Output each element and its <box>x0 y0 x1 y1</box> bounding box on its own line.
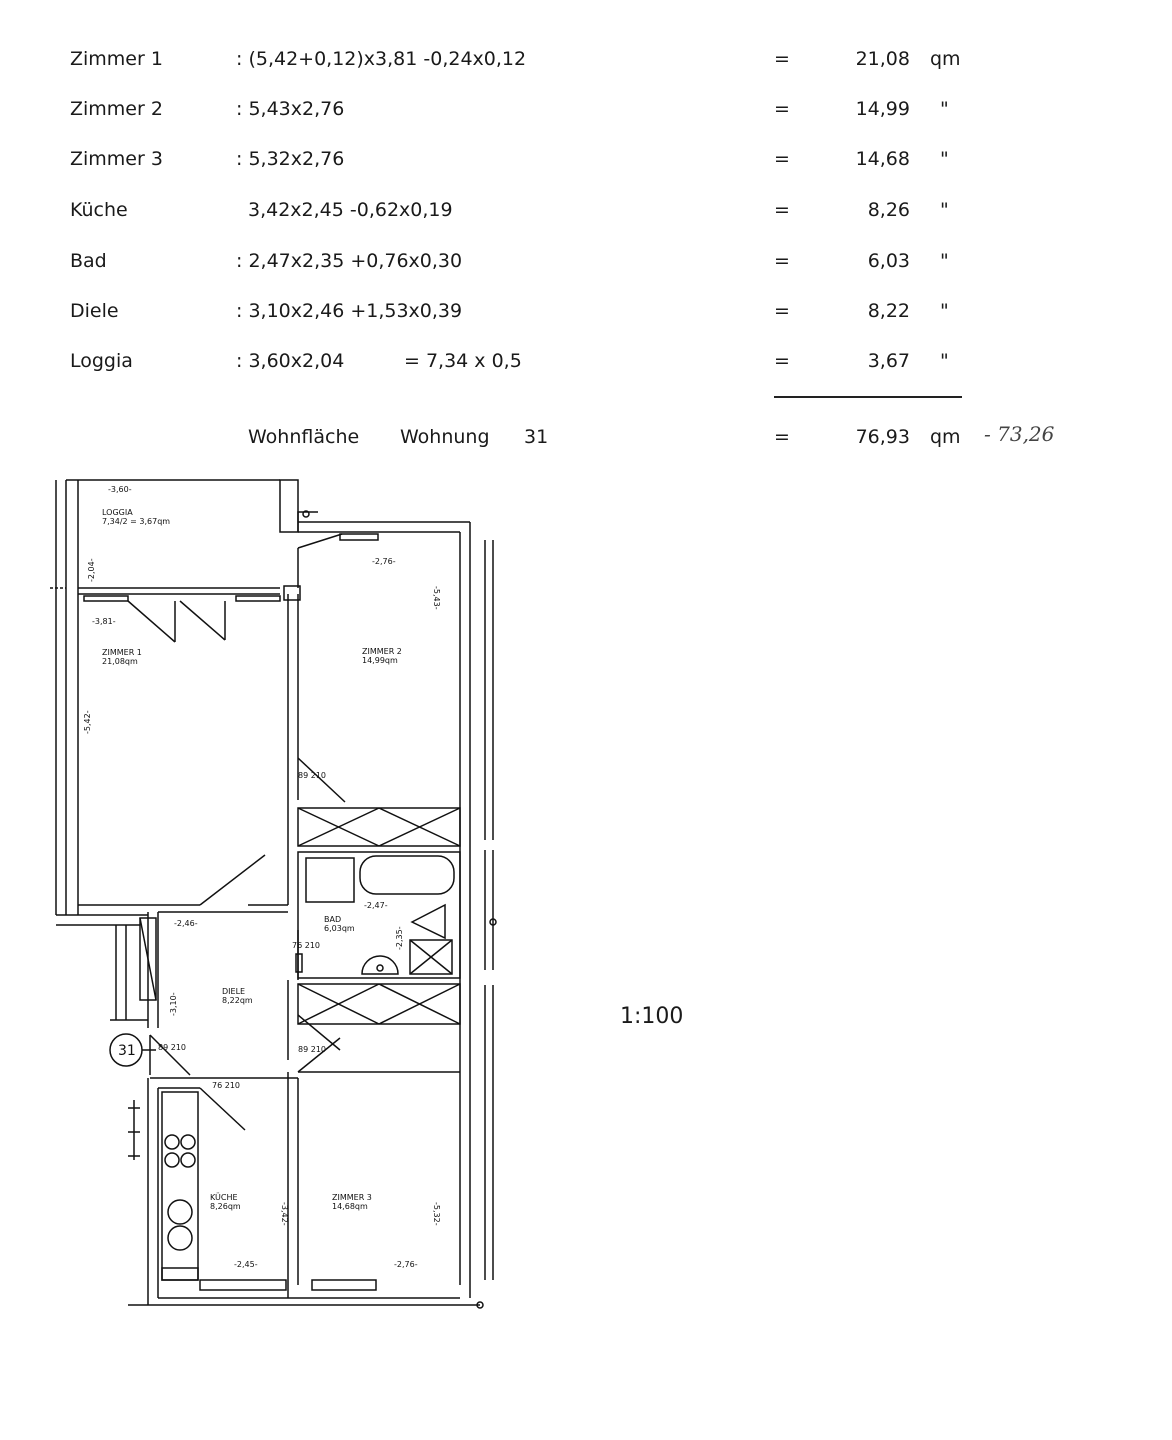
bad-width-dim: -2,47- <box>364 901 388 910</box>
area-value: 14,99 <box>855 98 910 120</box>
loggia-depth-dim: -2,04- <box>87 558 96 582</box>
area-unit: qm <box>930 48 961 70</box>
diele-width-dim: -2,46- <box>174 919 198 928</box>
area-formula: 3,42x2,45 -0,62x0,19 <box>248 199 453 221</box>
zimmer3-area: 14,68qm <box>332 1202 368 1211</box>
loggia-area: 7,34/2 = 3,67qm <box>102 517 171 526</box>
zimmer3-length-dim: -5,32- <box>432 1202 441 1226</box>
kueche-label: KÜCHE <box>210 1193 238 1202</box>
area-value: 14,68 <box>855 148 910 170</box>
area-formula: : 2,47x2,35 +0,76x0,30 <box>236 250 463 272</box>
area-formula: : 5,32x2,76 <box>236 148 345 170</box>
area-formula: : 3,10x2,46 +1,53x0,39 <box>236 300 463 322</box>
door-zimmer3: 89 210 <box>298 1045 326 1054</box>
room-name: Loggia <box>70 350 133 372</box>
diele-label: DIELE <box>222 987 246 996</box>
zimmer3-label: ZIMMER 3 <box>332 1193 372 1202</box>
door-bad: 76 210 <box>292 941 320 950</box>
ditto-mark: " <box>940 350 949 372</box>
diele-length-dim: -3,10- <box>169 992 178 1016</box>
equals-sign: = <box>774 98 790 120</box>
table-row <box>0 250 1172 280</box>
zimmer1-length-dim: -5,42- <box>83 710 92 734</box>
table-row <box>0 48 1172 78</box>
equals-sign: = <box>774 350 790 372</box>
area-value: 3,67 <box>867 350 910 372</box>
kueche-length-dim: -3,42- <box>280 1202 289 1226</box>
table-row <box>0 148 1172 178</box>
area-formula: : (5,42+0,12)x3,81 -0,24x0,12 <box>236 48 527 70</box>
ditto-mark: " <box>940 148 949 170</box>
table-row <box>0 199 1172 229</box>
area-value: 21,08 <box>855 48 910 70</box>
loggia-label: LOGGIA <box>102 508 133 517</box>
floor-plan <box>40 460 560 1340</box>
apartment-label: Wohnung <box>400 426 490 448</box>
zimmer2-length-dim: -5,43- <box>432 586 441 610</box>
total-row <box>0 422 1172 456</box>
zimmer1-area: 21,08qm <box>102 657 138 666</box>
area-calculation-table <box>0 0 1172 460</box>
bad-depth-dim: -2,35- <box>395 926 404 950</box>
door-zimmer2: 89 210 <box>298 771 326 780</box>
loggia-width-dim: -3,60- <box>108 485 132 494</box>
ditto-mark: " <box>940 98 949 120</box>
equals-sign: = <box>774 48 790 70</box>
apartment-number: 31 <box>524 426 549 448</box>
loggia-half-calc: = 7,34 x 0,5 <box>404 350 522 372</box>
kueche-area: 8,26qm <box>210 1202 241 1211</box>
room-name: Diele <box>70 300 119 322</box>
room-name: Bad <box>70 250 107 272</box>
total-unit: qm <box>930 426 961 448</box>
zimmer1-label: ZIMMER 1 <box>102 648 142 657</box>
equals-sign: = <box>774 148 790 170</box>
area-formula: : 3,60x2,04 <box>236 350 345 372</box>
equals-sign: = <box>774 250 790 272</box>
total-label: Wohnfläche <box>248 426 360 448</box>
room-name: Zimmer 2 <box>70 98 163 120</box>
door-kitchen: 76 210 <box>212 1081 240 1090</box>
room-name: Zimmer 3 <box>70 148 163 170</box>
area-value: 8,26 <box>867 199 910 221</box>
table-row <box>0 300 1172 330</box>
table-row <box>0 98 1172 128</box>
diele-area: 8,22qm <box>222 996 253 1005</box>
scale-label: 1:100 <box>620 1004 684 1029</box>
floor-plan-drawing <box>40 460 560 1340</box>
handwritten-correction: - 73,26 <box>984 422 1055 446</box>
room-name: Zimmer 1 <box>70 48 163 70</box>
zimmer2-label: ZIMMER 2 <box>362 647 402 656</box>
equals-sign: = <box>774 426 790 448</box>
zimmer2-width-dim: -2,76- <box>372 557 396 566</box>
ditto-mark: " <box>940 300 949 322</box>
sum-line <box>774 396 962 398</box>
zimmer3-width-dim: -2,76- <box>394 1260 418 1269</box>
area-formula: : 5,43x2,76 <box>236 98 345 120</box>
area-value: 8,22 <box>867 300 910 322</box>
equals-sign: = <box>774 300 790 322</box>
equals-sign: = <box>774 199 790 221</box>
kueche-width-dim: -2,45- <box>234 1260 258 1269</box>
bad-label: BAD <box>324 915 342 924</box>
bad-area: 6,03qm <box>324 924 355 933</box>
apartment-marker: 31 <box>118 1043 136 1059</box>
door-entry: 89 210 <box>158 1043 186 1052</box>
zimmer1-width-dim: -3,81- <box>92 617 116 626</box>
zimmer2-area: 14,99qm <box>362 656 398 665</box>
ditto-mark: " <box>940 250 949 272</box>
table-row <box>0 350 1172 380</box>
room-name: Küche <box>70 199 128 221</box>
ditto-mark: " <box>940 199 949 221</box>
area-value: 6,03 <box>867 250 910 272</box>
total-value: 76,93 <box>855 426 910 448</box>
